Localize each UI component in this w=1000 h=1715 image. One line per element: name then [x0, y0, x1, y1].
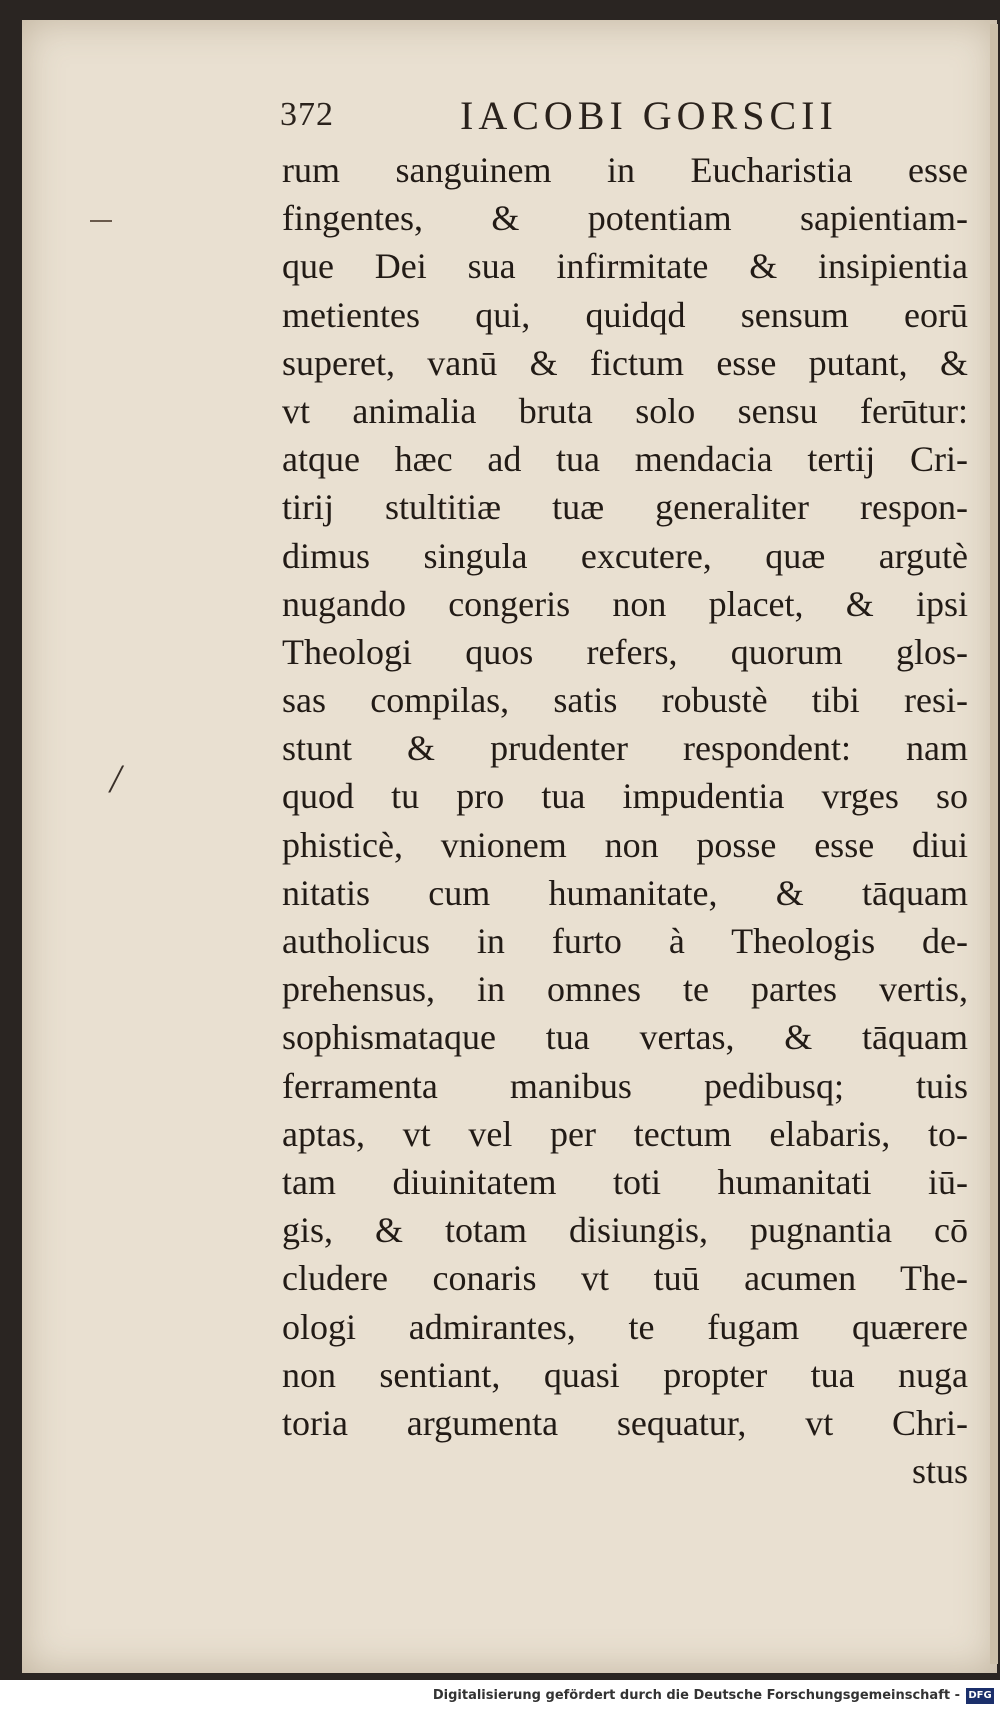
- text-line: rum sanguinem in Eucharistia esse: [282, 150, 968, 190]
- text-line: gis, & totam disiungis, pugnantia cō: [282, 1210, 968, 1251]
- text-line: aptas, vt vel per tectum elabaris, to-: [282, 1113, 968, 1154]
- body-text: [282, 146, 968, 1495]
- text-line: ologi admirantes, te fugam quærere: [282, 1306, 968, 1347]
- text-line: superet, vanū & fictum esse putant, &: [282, 342, 968, 383]
- margin-mark: /: [110, 756, 122, 801]
- text-line: vt animalia bruta solo sensu ferūtur:: [282, 390, 968, 431]
- text-line: non sentiant, quasi propter tua nuga: [282, 1354, 968, 1395]
- text-line: sophismataque tua vertas, & tāquam: [282, 1017, 968, 1058]
- text-line: que Dei sua infirmitate & insipientia: [282, 246, 968, 287]
- text-line: quod tu pro tua impudentia vrges so: [282, 776, 968, 817]
- text-line: stunt & prudenter respondent: nam: [282, 728, 968, 769]
- footer-bar: [0, 1680, 1000, 1715]
- text-line: stus: [911, 1451, 968, 1492]
- text-line: nitatis cum humanitate, & tāquam: [282, 872, 968, 913]
- text-line: nugando congeris non placet, & ipsi: [282, 583, 968, 624]
- text-line: tirij stultitiæ tuæ generaliter respon-: [282, 487, 968, 528]
- text-line: atque hæc ad tua mendacia tertij Cri-: [282, 439, 968, 480]
- text-line: fingentes, & potentiam sapientiam-: [282, 198, 968, 239]
- dfg-logo: DFG: [966, 1688, 994, 1704]
- text-line: ferramenta manibus pedibusq; tuis: [282, 1065, 968, 1106]
- funding-note: Digitalisierung gefördert durch die Deutsche Forschungsgemeinschaft -: [432, 1688, 960, 1703]
- text-line: tam diuinitatem toti humanitati iū-: [282, 1161, 968, 1202]
- text-line: dimus singula excutere, quæ argutè: [282, 535, 968, 576]
- text-line: Theologi quos refers, quorum glos-: [282, 631, 968, 672]
- page-edge: [990, 24, 998, 1664]
- page-header: [280, 92, 950, 142]
- margin-dash: [90, 220, 112, 222]
- text-line: toria argumenta sequatur, vt Chri-: [282, 1402, 968, 1443]
- text-line: phisticè, vnionem non posse esse diui: [282, 824, 968, 865]
- running-head: IACOBI GORSCII: [460, 93, 838, 138]
- text-line: autholicus in furto à Theologis de-: [282, 921, 968, 961]
- text-line: prehensus, in omnes te partes vertis,: [282, 969, 968, 1010]
- text-line: sas compilas, satis robustè tibi resi-: [282, 680, 968, 721]
- text-line: metientes qui, quidqd sensum eorū: [282, 294, 968, 335]
- text-line: cludere conaris vt tuū acumen The-: [282, 1258, 968, 1299]
- page-number: 372: [280, 96, 334, 133]
